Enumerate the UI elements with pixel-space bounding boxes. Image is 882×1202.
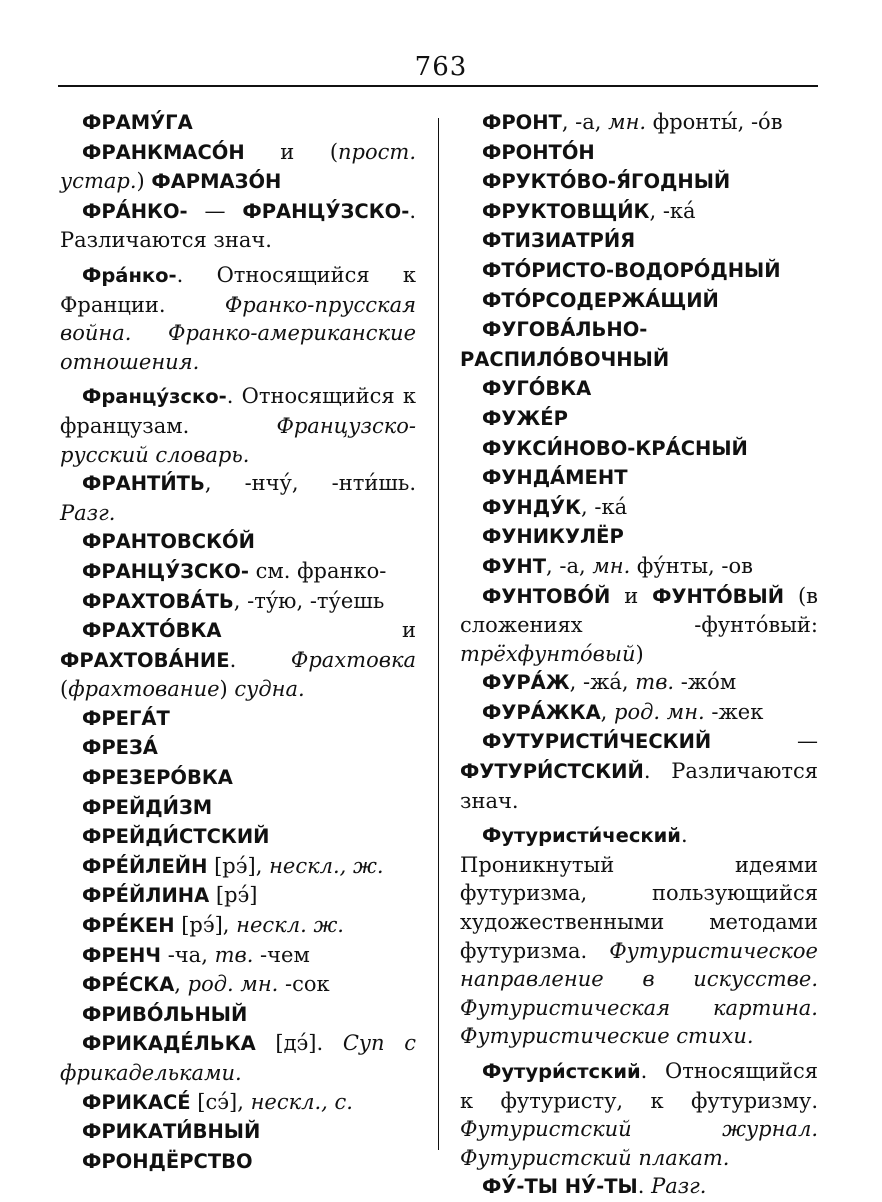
dictionary-entry [60,1029,416,1087]
dictionary-entry [60,733,416,763]
headword: ФРАХТОВА́НИЕ [60,648,230,672]
dictionary-entry [60,261,416,376]
headword: ФУЖЕ́Р [482,406,568,430]
body-text: . Различаются знач. [60,198,416,253]
headword: ФРОНТО́Н [482,140,595,164]
headword: ФРАНЦУ́ЗСКО- [242,199,410,223]
body-text: , [600,699,615,724]
dictionary-entry [60,881,416,911]
dictionary-entry [60,852,416,882]
dictionary-entry [60,970,416,1000]
dictionary-entry [60,1117,416,1147]
headword: ФРОНТ [482,111,562,134]
dictionary-entry [460,821,818,1051]
italic-text: нескл., с. [250,1089,353,1114]
italic-text: трёхфунто́вый [460,641,636,666]
body-text: [рэ́] [209,883,258,908]
subentry-headword: Францу́зско- [82,385,227,409]
italic-text: нескл., ж. [269,853,384,878]
body-text: и [610,583,653,608]
body-text: . Относящийся к французам. [60,384,416,438]
dictionary-entry [60,616,416,704]
body-text: — [187,198,243,223]
italic-text: род. мн. [614,699,705,724]
dictionary-entry [60,1147,416,1177]
dictionary-entry [60,469,416,527]
body-text: , [174,972,188,997]
headword: ФРУКТОВЩИ́К [482,199,650,223]
italic-text: мн. [592,553,631,578]
subentry-headword: Футури́стский [482,1060,641,1083]
headword: ФРАМУ́ГА [82,111,193,134]
dictionary-entry [460,552,818,582]
dictionary-entry [460,434,818,464]
dictionary-entry [460,197,818,227]
body-text: ) [219,677,235,702]
body-text: -жек [704,699,764,724]
headword: ФРЕЙДИ́ЗМ [82,795,213,819]
dictionary-entry [60,527,416,557]
dictionary-entry [460,1057,818,1172]
headword: ФАРМАЗО́Н [151,170,282,194]
dictionary-entry [60,911,416,941]
body-text: -сок [278,972,330,997]
headword: ФРУКТО́ВО-Я́ГОДНЫЙ [482,170,731,194]
dictionary-entry [460,522,818,552]
headword: ФУНДУ́К [482,495,582,519]
dictionary-entry [60,587,416,617]
headword: ФУНТО́ВЫЙ [652,584,785,608]
italic-text: Суп с фрикадельками. [60,1031,416,1085]
body-text: . Относящийся к Франции. [60,262,416,317]
italic-text: фрахтование [68,677,220,702]
headword: ФРАНЦУ́ЗСКО- [82,559,249,583]
headword: ФТИЗИАТРИ́Я [482,229,636,253]
body-text: -жо́м [674,670,737,695]
body-text: см. франко- [248,558,387,583]
body-text: . [229,647,291,672]
headword: ФУГОВА́ЛЬНО-РАСПИЛО́ВОЧНЫЙ [460,318,670,371]
headword: ФРЕЗА́ [82,736,158,760]
headword: ФРАХТОВА́ТЬ [82,589,234,613]
headword: ФРЕНЧ [82,943,162,967]
dictionary-entry [60,108,416,138]
column-divider [438,118,439,1150]
body-text: -ча, [161,942,215,967]
dictionary-entry [60,557,416,587]
right-column [460,108,818,1202]
headword: ФРЕ́ЙЛЕЙН [82,854,208,878]
body-text: (в сложениях -фунто́вый: [460,583,818,638]
header-rule [58,85,818,87]
italic-text: Футуристическое направление в искусстве. Футуристическая картина. Футуристические стихи. [460,938,818,1049]
headword: ФРЕ́СКА [82,973,175,997]
italic-text: Фрахтовка [290,647,416,672]
headword: ФРИВО́ЛЬНЫЙ [82,1002,248,1026]
italic-text: Футуристский журнал. Футуристский плакат. [460,1117,818,1170]
italic-text: Разг. [651,1174,707,1199]
headword: ФРАНТИ́ТЬ [82,472,205,496]
subentry-headword: Фра́нко- [82,263,177,287]
headword: ФУ́-ТЫ НУ́-ТЫ [482,1175,638,1199]
dictionary-entry [460,668,818,698]
body-text: [дэ́]. [255,1031,343,1056]
headword: ФРАХТО́ВКА [82,619,222,643]
dictionary-entry [460,374,818,404]
body-text: — [711,729,818,754]
headword: ФУНТОВО́Й [482,584,611,608]
headword: ФРИКАДЕ́ЛЬКА [82,1032,256,1056]
headword: ФУТУРИСТИ́ЧЕСКИЙ [482,730,712,754]
left-column [60,108,416,1176]
body-text: , -ка́ [649,198,696,223]
subentry-headword: Футуристи́ческий [482,824,681,848]
dictionary-entry [460,138,818,168]
headword: ФТО́РИСТО-ВОДОРО́ДНЫЙ [482,258,781,282]
dictionary-entry [460,256,818,286]
body-text: [рэ́], [207,853,270,878]
dictionary-entry [60,704,416,734]
body-text: ( [60,677,69,702]
body-text: , -жа́, [569,670,636,695]
headword: ФУНТ [482,554,546,578]
body-text: и [221,618,416,643]
body-text: и ( [244,139,339,164]
headword: ФРЕ́ЙЛИНА [82,884,210,908]
body-text: , -ту́ю, -ту́ешь [233,588,385,613]
headword: ФРИКАТИ́ВНЫЙ [82,1120,261,1144]
italic-text: Французско-русский словарь. [60,413,416,467]
headword: ФРАНТОВСКО́Й [82,530,255,554]
body-text: ) [635,641,644,666]
dictionary-entry [460,167,818,197]
headword: ФУРА́ЖКА [482,700,601,724]
body-text: . Различаются знач. [460,759,818,813]
headword: ФУНИКУЛЁР [482,525,624,549]
dictionary-entry [460,315,818,374]
dictionary-entry [460,463,818,493]
body-text: [сэ́], [190,1089,251,1114]
headword: ФРИКАСЕ́ [82,1090,191,1114]
italic-text: прост. устар. [60,139,416,194]
dictionary-entry [460,1172,818,1202]
headword: ФРАНКМАСО́Н [82,140,245,164]
page-number: 763 [414,52,468,82]
headword: ФРЕ́КЕН [82,914,175,938]
headword: ФУНДА́МЕНТ [482,466,628,490]
italic-text: мн. [608,110,647,134]
italic-text: Франко-прусская война. Франко-американские отношения. [60,292,416,374]
headword: ФРОНДЁРСТВО [82,1149,253,1173]
headword: ФТО́РСОДЕРЖА́ЩИЙ [482,288,719,312]
dictionary-entry [60,1088,416,1118]
dictionary-entry [460,493,818,523]
dictionary-entry [460,286,818,316]
italic-text: род. мн. [187,972,279,997]
italic-text: тв. [214,942,254,967]
body-text: , -а, [546,553,593,578]
dictionary-entry [60,138,416,197]
dictionary-entry [460,226,818,256]
dictionary-entry [460,404,818,434]
body-text: , -нчу́, -нти́шь. [204,471,416,496]
dictionary-entry [460,582,818,669]
body-text: фронты́, -о́в [646,110,783,134]
body-text: фу́нты, -ов [630,553,753,578]
headword: ФРЕЙДИ́СТСКИЙ [82,825,270,849]
body-text: . Относящийся к футуристу, к футуризму. [460,1059,818,1113]
headword: ФУТУРИ́СТСКИЙ [460,760,644,784]
headword: ФРЕЗЕРО́ВКА [82,766,233,790]
dictionary-entry [60,197,416,255]
italic-text: тв. [635,670,675,695]
dictionary-entry [60,382,416,469]
dictionary-entry [460,698,818,728]
italic-text: судна. [234,677,305,702]
headword: ФУРА́Ж [482,671,570,695]
body-text: , -а, [561,110,609,134]
body-text: , -ка́ [581,494,628,519]
body-text: [рэ́], [174,913,237,938]
dictionary-entry [460,727,818,815]
dictionary-entry [60,1000,416,1030]
headword: ФРЕГА́Т [82,706,170,730]
body-text: -чем [253,942,310,967]
italic-text: Разг. [60,500,116,525]
headword: ФРА́НКО- [82,199,188,223]
dictionary-entry [60,763,416,793]
body-text: . [637,1174,652,1199]
dictionary-entry [60,941,416,971]
italic-text: нескл. ж. [236,913,344,938]
body-text: . Проникнутый идеями футуризма, пользующийся художественными методами футуризма. [460,823,818,963]
body-text: ) [136,169,152,194]
headword: ФУКСИ́НОВО-КРА́СНЫЙ [482,436,748,460]
dictionary-entry [60,793,416,823]
dictionary-entry [60,822,416,852]
headword: ФУГО́ВКА [482,377,592,401]
dictionary-entry [460,108,818,138]
